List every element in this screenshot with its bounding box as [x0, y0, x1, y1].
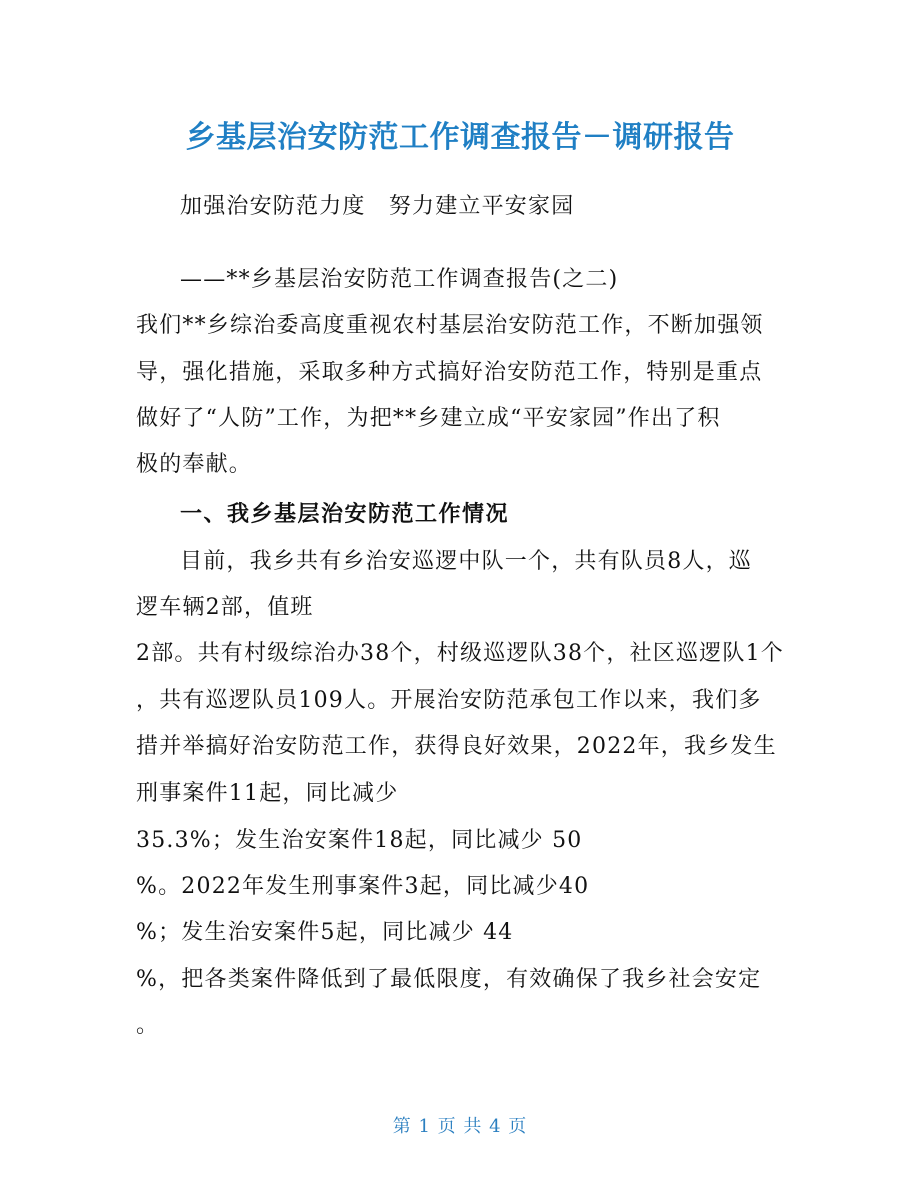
document-title: 乡基层治安防范工作调查报告－调研报告 [185, 120, 735, 155]
subtitle-line: 加强治安防范力度 努力建立平安家园 [180, 194, 575, 219]
paragraph-line: %。2022年发生刑事案件3起，同比减少40 [136, 874, 590, 899]
paragraph-line: 措并举搞好治安防范工作，获得良好效果，2022年，我乡发生 [136, 734, 777, 759]
section-heading: 一、我乡基层治安防范工作情况 [180, 502, 510, 527]
paragraph-line: ，共有巡逻队员109人。开展治安防范承包工作以来，我们多 [136, 688, 762, 713]
paragraph-line: 做好了“人防”工作，为把**乡建立成“平安家园”作出了积 [136, 406, 721, 431]
paragraph-line: 2部。共有村级综治办38个，村级巡逻队38个，社区巡逻队1个 [136, 641, 784, 666]
paragraph-line: 逻车辆2部，值班 [136, 595, 314, 620]
subtitle-line: ——**乡基层治安防范工作调查报告(之二) [180, 267, 619, 292]
paragraph-line: 35.3%；发生治安案件18起，同比减少 50 [136, 828, 583, 853]
paragraph-line: 。 [136, 1013, 160, 1038]
page-number-footer: 第 1 页 共 4 页 [392, 1116, 528, 1137]
paragraph-line: 目前，我乡共有乡治安巡逻中队一个，共有队员8人，巡 [180, 549, 752, 574]
paragraph-line: %；发生治安案件5起，同比减少 44 [136, 920, 514, 945]
paragraph-line: 极的奉献。 [136, 452, 253, 477]
paragraph-line: 导，强化措施，采取多种方式搞好治安防范工作，特别是重点 [136, 360, 763, 385]
paragraph-line: 刑事案件11起，同比减少 [136, 781, 399, 806]
paragraph-line: %，把各类案件降低到了最低限度，有效确保了我乡社会安定 [136, 967, 762, 992]
paragraph-line: 我们**乡综治委高度重视农村基层治安防范工作，不断加强领 [136, 313, 764, 338]
